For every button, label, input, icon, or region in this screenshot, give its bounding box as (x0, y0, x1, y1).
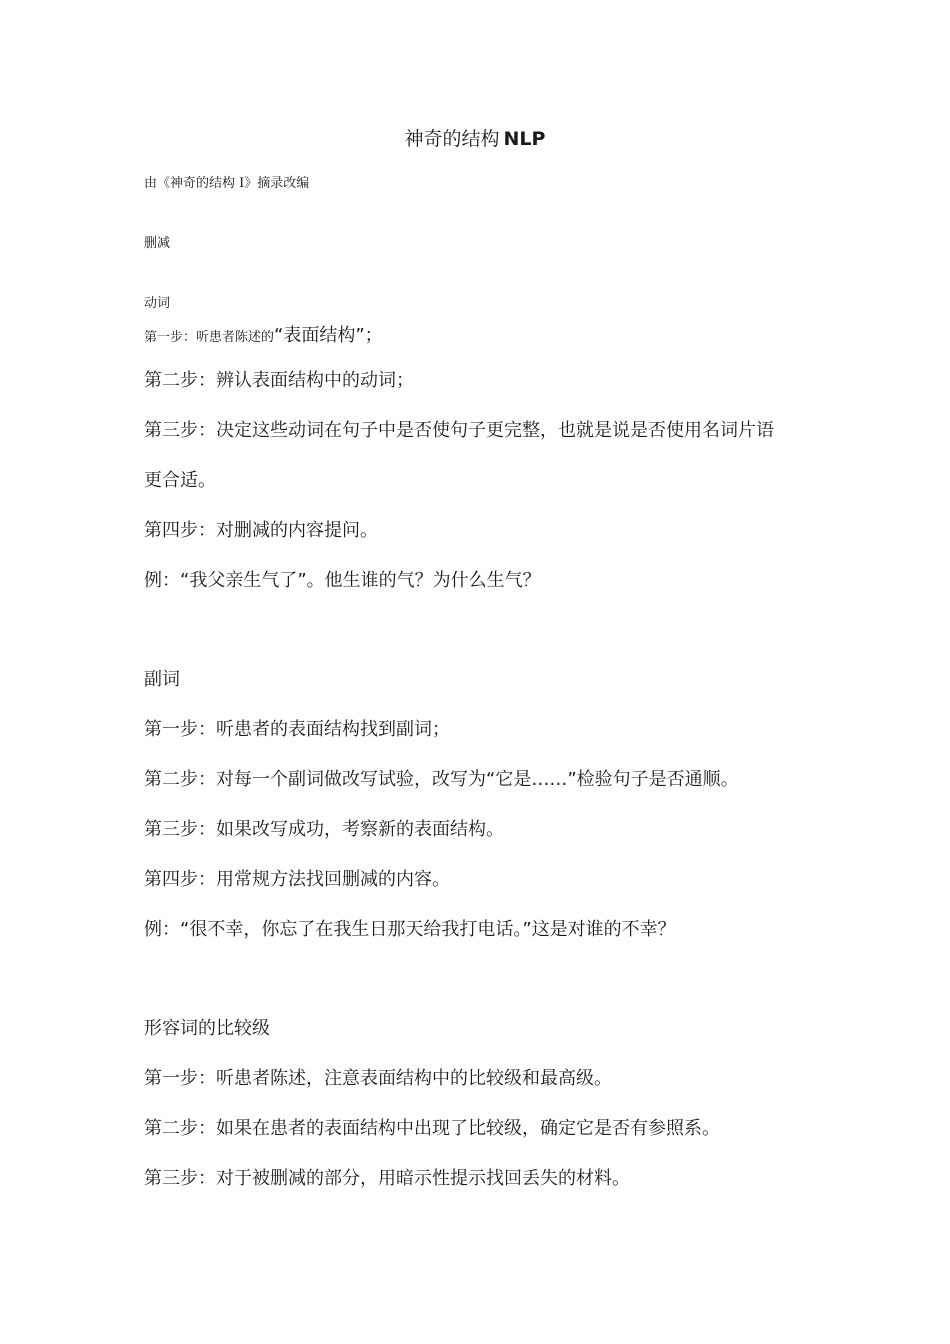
adverb-example: 例：“很不幸，你忘了在我生日那天给我打电话。”这是对谁的不幸？ (144, 919, 676, 940)
title-text: 神奇的结构 (404, 128, 500, 150)
document-subtitle: 由《神奇的结构 I》摘录改编 (144, 176, 310, 191)
verb-step-1-prefix: 第一步：听患者陈述的 (144, 330, 275, 345)
section-heading-adverb: 副词 (144, 669, 180, 690)
adverb-step-1: 第一步：听患者的表面结构找到副词； (144, 719, 450, 740)
title-bold-text: NLP (503, 128, 546, 150)
verb-step-1 (144, 321, 383, 347)
verb-step-3-line-1: 第三步：决定这些动词在句子中是否使句子更完整，也就是说是否使用名词片语 (144, 420, 774, 441)
section-heading-adjective: 形容词的比较级 (144, 1018, 270, 1039)
adjective-step-1: 第一步：听患者陈述，注意表面结构中的比较级和最高级。 (144, 1068, 612, 1089)
verb-example: 例：“我父亲生气了”。他生谁的气？为什么生气？ (144, 570, 541, 591)
section-heading-verb: 动词 (144, 296, 171, 311)
adverb-step-3: 第三步：如果改写成功，考察新的表面结构。 (144, 819, 504, 840)
adverb-step-2: 第二步：对每一个副词做改写试验，改写为“它是……”检验句子是否通顺。 (144, 769, 739, 790)
adverb-step-4: 第四步：用常规方法找回删减的内容。 (144, 869, 450, 890)
verb-step-3-line-2: 更合适。 (144, 470, 216, 491)
verb-step-2: 第二步：辨认表面结构中的动词； (144, 370, 414, 391)
section-heading-delete: 删减 (144, 236, 171, 251)
document-title (0, 124, 950, 151)
adjective-step-2: 第二步：如果在患者的表面结构中出现了比较级，确定它是否有参照系。 (144, 1118, 720, 1139)
verb-step-4: 第四步：对删减的内容提问。 (144, 520, 378, 541)
adjective-step-3: 第三步：对于被删减的部分，用暗示性提示找回丢失的材料。 (144, 1168, 630, 1189)
verb-step-1-quote: “表面结构”； (274, 325, 383, 346)
